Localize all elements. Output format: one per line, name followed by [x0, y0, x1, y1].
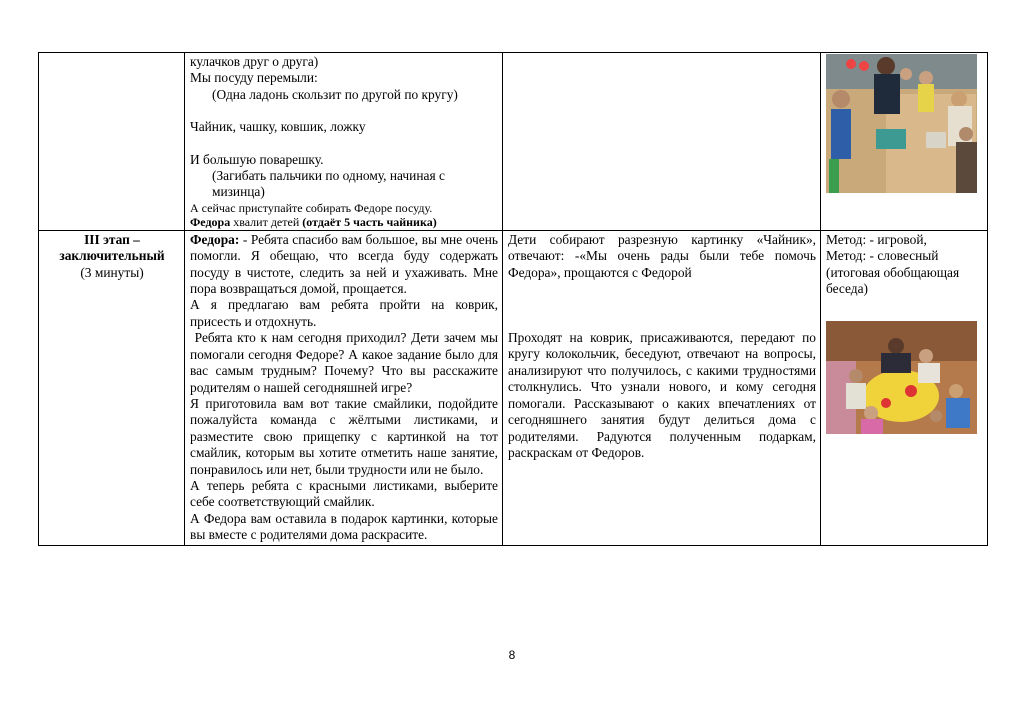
speech-paragraph: Федора: - Ребята спасибо вам большое, вы мне очень помогли. Я обещаю, что всегда буду содержать посуду в чистоте, следить за ней и ухаживать. Мне пора возвращаться домой, прощается. — [190, 231, 498, 297]
text-line: Федора хвалит детей (отдаёт 5 часть чайника) — [190, 214, 437, 229]
speech-paragraph: А Федора вам оставила в подарок картинки, которые вы вместе с родителями дома раскрасите. — [190, 510, 498, 543]
stage-cell-empty — [39, 53, 185, 231]
text-line: И большую поварешку. — [190, 151, 324, 167]
speaker-name: Федора — [190, 214, 231, 229]
page-number: 8 — [508, 648, 516, 662]
speech-paragraph: А теперь ребята с красными листиками, выберите себе соответствующий смайлик. — [190, 477, 498, 510]
text-line: (Одна ладонь скользит по другой по кругу) — [212, 86, 458, 102]
speech-paragraph: А я предлагаю вам ребята пройти на коврик, присесть и отдохнуть. — [190, 297, 498, 329]
lesson-table — [38, 52, 988, 546]
photo-children-at-table — [826, 54, 977, 193]
photo-children-on-carpet — [826, 321, 977, 434]
text-line: Чайник, чашку, ковшик, ложку — [190, 119, 366, 135]
stage-title: III этап – заключительный — [59, 231, 165, 264]
method-text: Метод: - словесный (итоговая обобщающая беседа) — [826, 248, 960, 297]
text-line: А сейчас приступайте собирать Федоре посуду. — [190, 200, 433, 215]
speech-paragraph: Я приготовила вам вот такие смайлики, подойдите пожалуйста команда с жёлтыми листиками, и разместите свою прищепку с картинкой на тот смайлик, которым вы хотите отметить наше занятие, понравилось или нет, были трудности или не было. — [190, 395, 498, 477]
bold-note: (отдаёт 5 часть чайника) — [302, 214, 437, 229]
text-line: (Загибать пальчики по одному, начиная с мизинца) — [212, 168, 445, 200]
table-row — [39, 53, 988, 231]
text-line: Мы посуду перемыли: — [190, 70, 318, 86]
children-activity-text: Проходят на коврик, присаживаются, передают по кругу колокольчик, беседуют, отвечают на вопросы, анализируют что получилось, с какими трудностями столкнулись. Что узнали нового, и кому сегодня помогали. Рассказывают о каких впечатлениях от сегодняшнего занятия будут делиться дома с родителями. Радуются полученным подаркам, раскраскам от Федоров. — [508, 330, 816, 460]
table-row — [39, 230, 988, 545]
methods-cell — [821, 230, 988, 545]
teacher-activity-cell — [185, 230, 503, 545]
stage-time: (3 минуты) — [80, 264, 144, 280]
photo-cell — [821, 53, 988, 231]
teacher-activity-cell — [185, 53, 503, 231]
method-text: Метод: - игровой, — [826, 231, 927, 247]
speaker-name: Федора: — [190, 231, 240, 247]
text-line: кулачков друг о друга) — [190, 54, 319, 69]
children-activity-cell-empty — [503, 53, 821, 231]
stage-cell — [39, 230, 185, 545]
children-activity-text: Дети собирают разрезную картинку «Чайник», отвечают: -«Мы очень рады были тебе помочь Федора», прощаются с Федорой — [508, 231, 816, 280]
speech-paragraph: Ребята кто к нам сегодня приходил? Дети зачем мы помогали сегодня Федоре? А какое задание было для вас самым трудным? Почему? Что вы расскажите родителям о нашей сегодняшней игре? — [190, 330, 502, 395]
children-activity-cell — [503, 230, 821, 545]
